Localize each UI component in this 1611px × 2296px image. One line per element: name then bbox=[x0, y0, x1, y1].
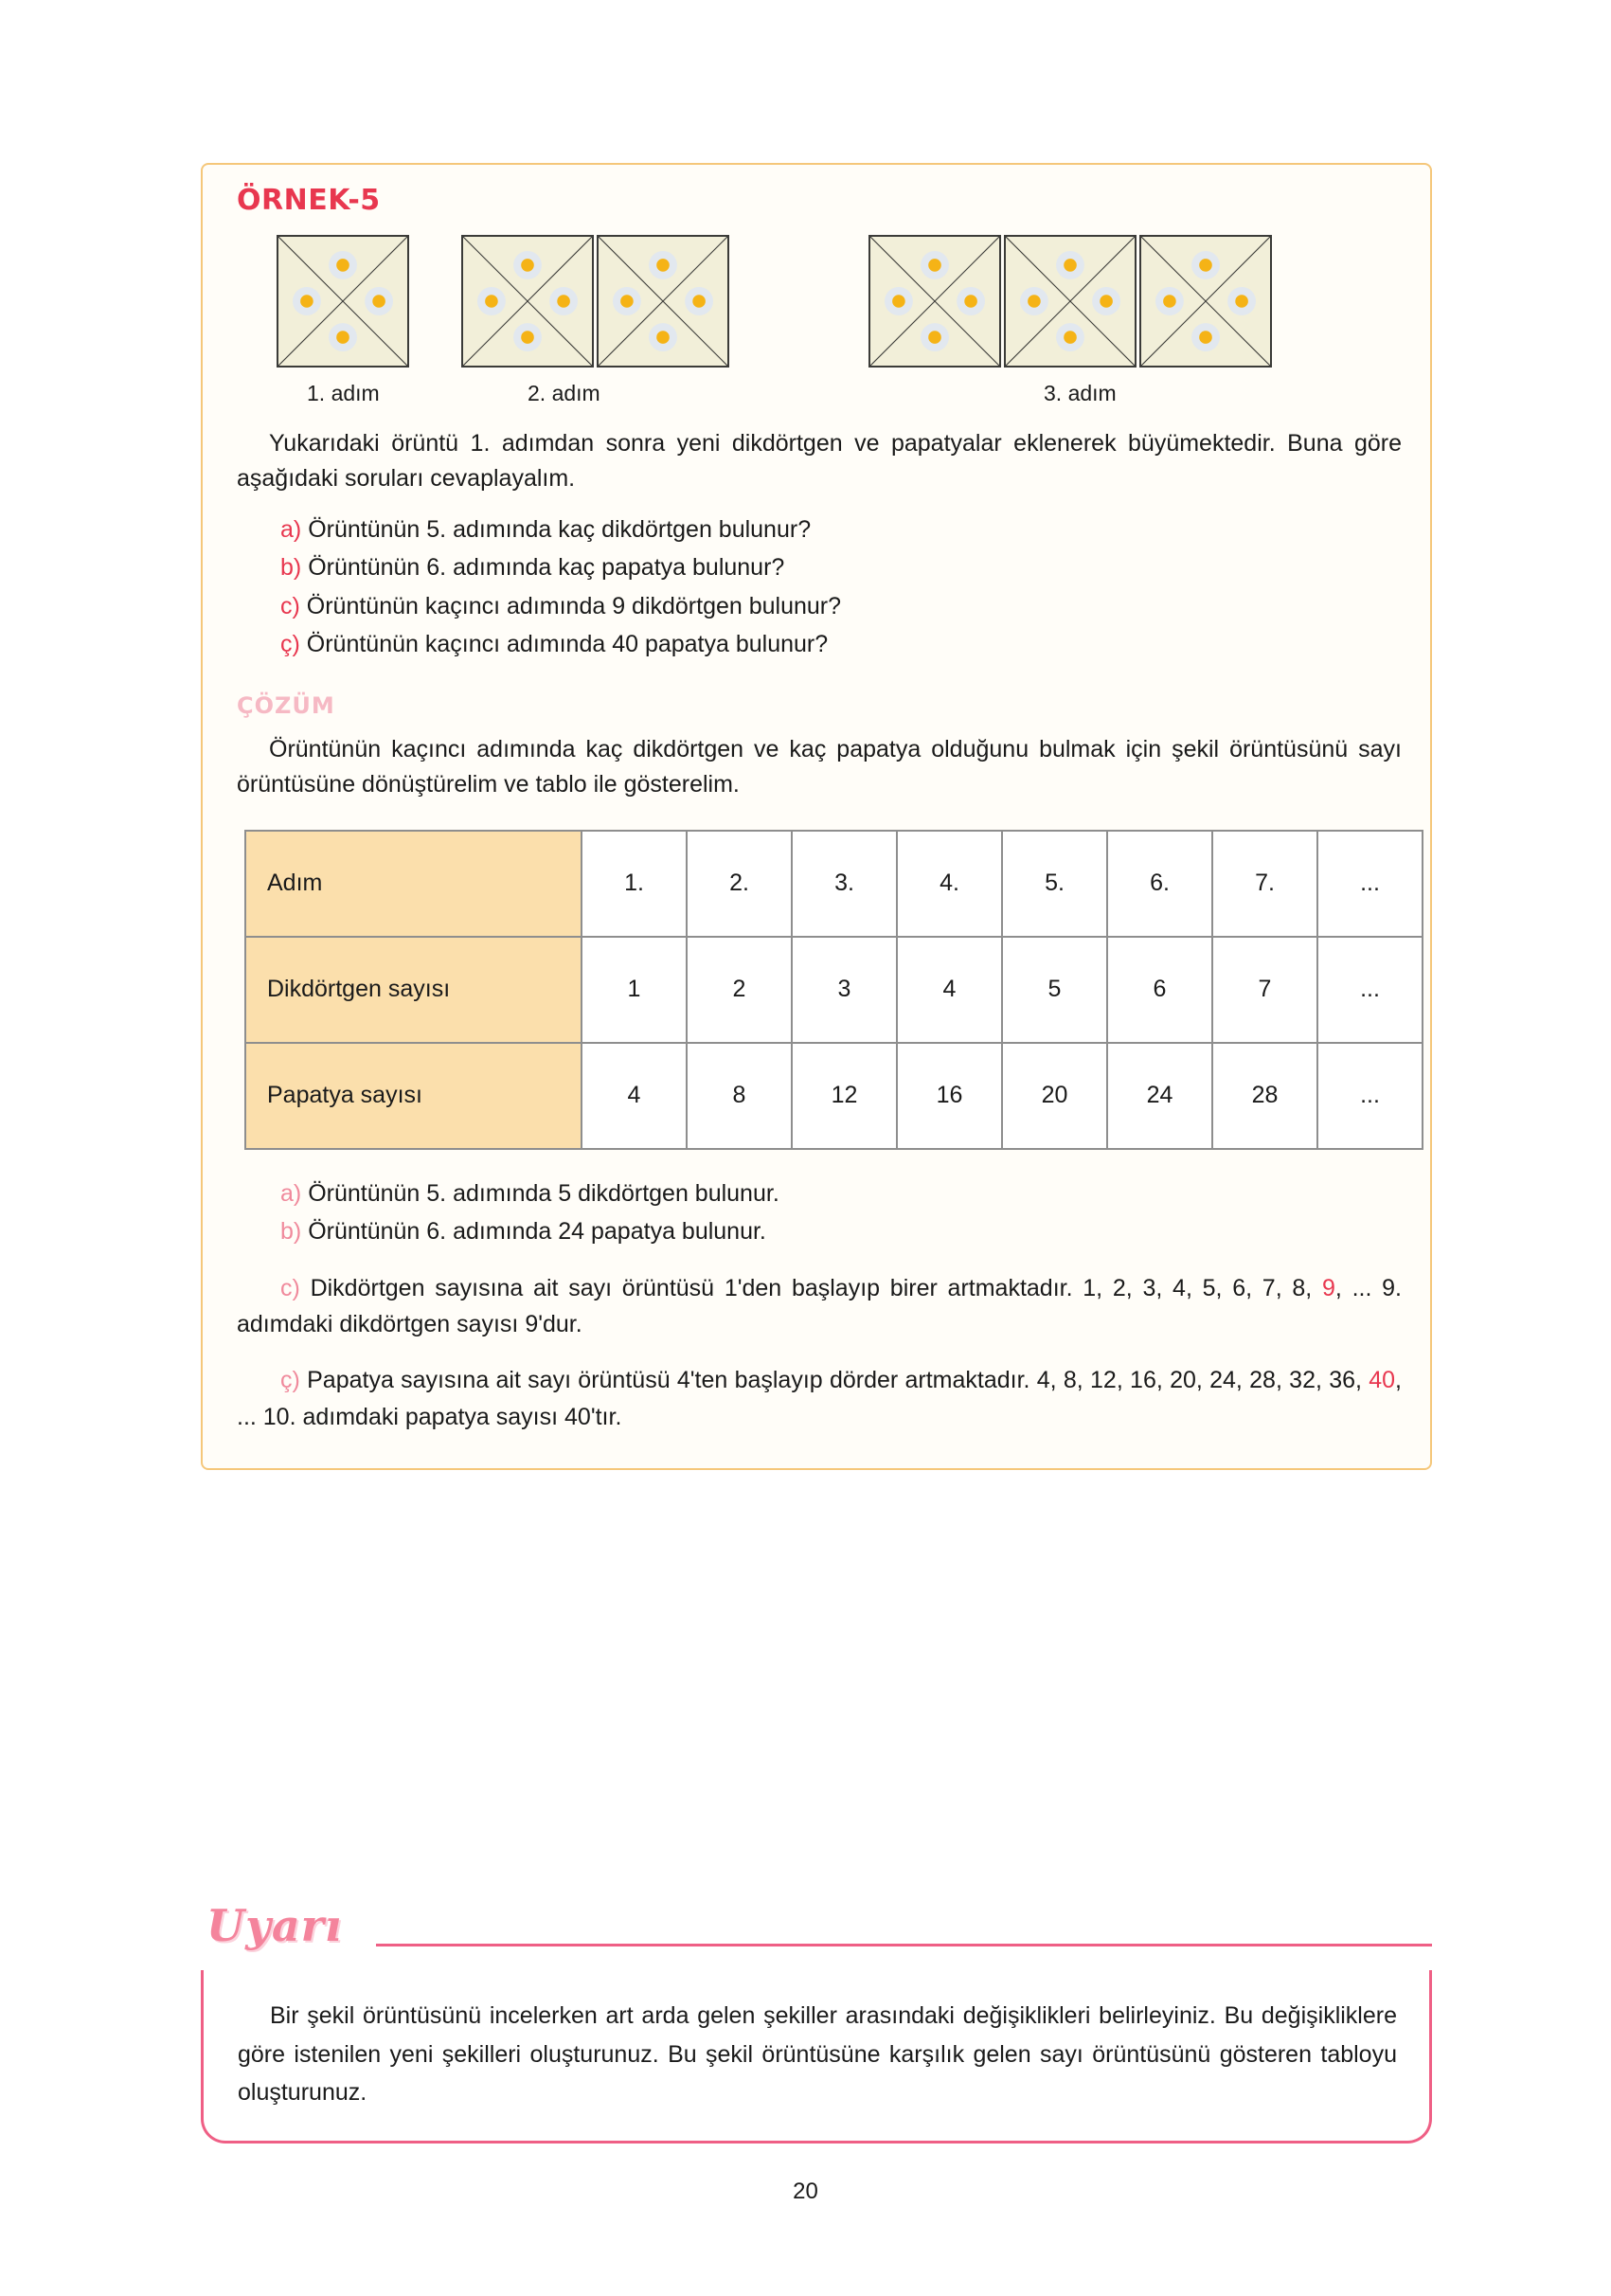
question-marker: c) bbox=[280, 592, 300, 619]
answer-item bbox=[280, 1175, 1402, 1213]
table-cell: 6 bbox=[1107, 937, 1212, 1043]
question-text: Örüntünün 6. adımında kaç papatya bulunur? bbox=[308, 554, 785, 581]
table-cell: 2 bbox=[687, 937, 792, 1043]
table-row-header: Adım bbox=[245, 831, 582, 937]
answer-item bbox=[280, 1212, 1402, 1251]
question-item bbox=[280, 587, 1402, 626]
question-item bbox=[280, 511, 1402, 549]
rectangle-with-daisies bbox=[461, 235, 594, 368]
uyari-callout bbox=[201, 1900, 1432, 2144]
step-label-1: 1. adım bbox=[307, 380, 380, 405]
table-cell: 2. bbox=[687, 831, 792, 937]
rectangle-with-daisies bbox=[868, 235, 1001, 368]
question-item bbox=[280, 548, 1402, 587]
example-intro-text: Yukarıdaki örüntü 1. adımdan sonra yeni dikdörtgen ve papatyalar eklenerek büyümektedir. Buna göre aşağıdaki soruları cevaplayalım. bbox=[237, 429, 1402, 492]
example-title: ÖRNEK-5 bbox=[237, 184, 381, 217]
table-row bbox=[245, 1043, 1423, 1149]
table-row bbox=[245, 937, 1423, 1043]
table-cell: 28 bbox=[1212, 1043, 1317, 1149]
page-number: 20 bbox=[793, 2179, 818, 2204]
uyari-divider bbox=[376, 1944, 1432, 1946]
rectangle-with-daisies bbox=[277, 235, 409, 368]
pattern-table bbox=[244, 830, 1423, 1150]
figure-step-1-group bbox=[277, 235, 409, 368]
uyari-body bbox=[201, 1970, 1432, 2144]
table-cell: 5. bbox=[1002, 831, 1107, 937]
uyari-title: Uyarı bbox=[206, 1900, 355, 1951]
answer-text: Örüntünün 5. adımında 5 dikdörtgen bulunur. bbox=[308, 1179, 779, 1207]
table-cell: 7. bbox=[1212, 831, 1317, 937]
question-text: Örüntünün kaçıncı adımında 40 papatya bulunur? bbox=[306, 631, 829, 657]
answer-marker: c) bbox=[280, 1274, 300, 1301]
uyari-text: Bir şekil örüntüsünü incelerken art arda gelen şekiller arasındaki değişiklikleri belirleyiniz. Bu değişikliklere göre istenilen yeni şekilleri oluşturunuz. Bu şekil örüntüsüne karşılık gelen sayı örüntüsünü gösteren tabloyu oluşturunuz. bbox=[238, 2002, 1397, 2106]
answer-text-part2: , ... 10. adımdaki papatya sayısı 40'tır. bbox=[237, 1367, 1402, 1430]
rectangle-with-daisies bbox=[1004, 235, 1137, 368]
question-text: Örüntünün 5. adımında kaç dikdörtgen bulunur? bbox=[308, 515, 812, 543]
table-cell: 24 bbox=[1107, 1043, 1212, 1149]
table-cell: ... bbox=[1317, 1043, 1423, 1149]
answer-text-part1: Dikdörtgen sayısına ait sayı örüntüsü 1'den başlayıp birer artmaktadır. 1, 2, 3, 4, 5, 6, 7, 8, bbox=[310, 1274, 1322, 1301]
example-card bbox=[201, 163, 1432, 1470]
question-marker: b) bbox=[280, 554, 302, 581]
solution-intro-text: Örüntünün kaçıncı adımında kaç dikdörtgen ve kaç papatya olduğunu bulmak için şekil örüntüsünü sayı örüntüsüne dönüştürelim ve tablo ile gösterelim. bbox=[237, 735, 1402, 798]
table-cell: 3. bbox=[792, 831, 897, 937]
table-cell: 1 bbox=[582, 937, 687, 1043]
table-cell: 5 bbox=[1002, 937, 1107, 1043]
table-cell: 3 bbox=[792, 937, 897, 1043]
rectangle-with-daisies bbox=[1139, 235, 1272, 368]
step-label-3: 3. adım bbox=[1044, 380, 1117, 405]
table-cell: 16 bbox=[897, 1043, 1002, 1149]
answer-paragraph-c bbox=[237, 1270, 1402, 1344]
answer-highlight-value: 40 bbox=[1369, 1367, 1396, 1393]
rectangle-with-daisies bbox=[597, 235, 729, 368]
uyari-header bbox=[201, 1900, 1432, 1972]
table-cell: ... bbox=[1317, 937, 1423, 1043]
pattern-figure bbox=[277, 235, 1402, 377]
table-cell: 12 bbox=[792, 1043, 897, 1149]
table-row bbox=[245, 831, 1423, 937]
figure-step-labels bbox=[277, 381, 1402, 417]
answer-marker: b) bbox=[280, 1218, 302, 1245]
answer-text-part1: Papatya sayısına ait sayı örüntüsü 4'ten başlayıp dörder artmaktadır. 4, 8, 12, 16, 20, 24, 28, 32, 36, bbox=[307, 1367, 1369, 1393]
question-marker: a) bbox=[280, 515, 302, 543]
answer-text-part2: , ... 9. adımdaki dikdörtgen sayısı 9'dur. bbox=[237, 1274, 1402, 1338]
table-cell: 7 bbox=[1212, 937, 1317, 1043]
question-text: Örüntünün kaçıncı adımında 9 dikdörtgen bulunur? bbox=[306, 592, 842, 619]
table-cell: 4 bbox=[897, 937, 1002, 1043]
answer-list bbox=[237, 1175, 1402, 1251]
table-cell: 6. bbox=[1107, 831, 1212, 937]
table-row-header: Dikdörtgen sayısı bbox=[245, 937, 582, 1043]
answer-text: Örüntünün 6. adımında 24 papatya bulunur. bbox=[308, 1218, 766, 1245]
answer-marker: ç) bbox=[280, 1367, 300, 1393]
answer-highlight-value: 9 bbox=[1321, 1274, 1335, 1301]
table-cell: 20 bbox=[1002, 1043, 1107, 1149]
question-marker: ç) bbox=[280, 631, 300, 657]
solution-title: ÇÖZÜM bbox=[237, 691, 335, 719]
question-list bbox=[237, 511, 1402, 664]
figure-step-3-group bbox=[868, 235, 1272, 368]
answer-paragraph-c2 bbox=[237, 1362, 1402, 1436]
table-row-header: Papatya sayısı bbox=[245, 1043, 582, 1149]
figure-step-2-group bbox=[461, 235, 729, 368]
table-cell: ... bbox=[1317, 831, 1423, 937]
answer-marker: a) bbox=[280, 1179, 302, 1207]
table-cell: 4. bbox=[897, 831, 1002, 937]
step-label-2: 2. adım bbox=[528, 380, 600, 405]
table-cell: 4 bbox=[582, 1043, 687, 1149]
table-cell: 1. bbox=[582, 831, 687, 937]
table-cell: 8 bbox=[687, 1043, 792, 1149]
question-item bbox=[280, 625, 1402, 664]
